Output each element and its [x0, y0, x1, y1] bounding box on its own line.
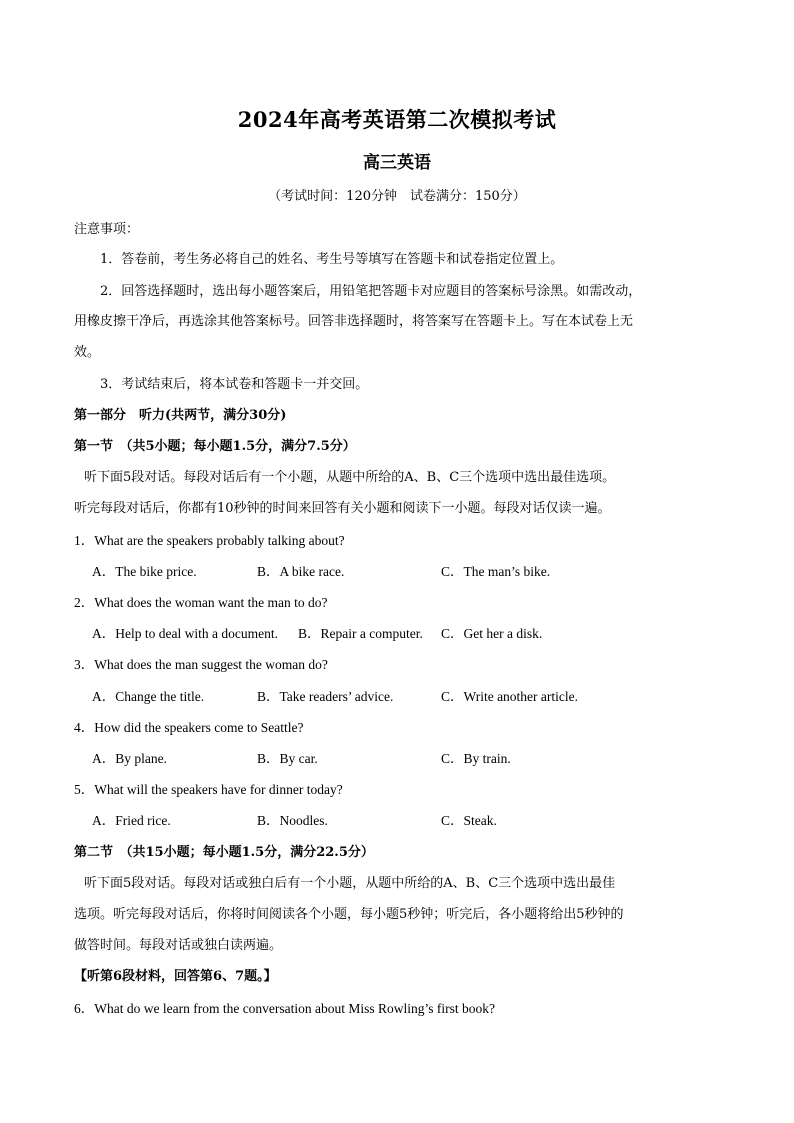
question-1: 1．What are the speakers probably talking about?	[74, 533, 345, 548]
question-6: 6．What do we learn from the conversation about Miss Rowling’s first book?	[74, 1001, 496, 1016]
question-2-option-a: A．Help to deal with a document.	[92, 626, 278, 641]
part1-heading: 第一部分 听力(共两节，满分30分)	[74, 408, 287, 423]
question-5-option-b: B．Noodles.	[257, 813, 328, 828]
section1-instructions-line-2: 听完每段对话后，你都有10秒钟的时间来回答有关小题和阅读下一小题。每段对话仅读一遍。	[74, 501, 611, 516]
notes-heading: 注意事项：	[74, 222, 140, 237]
exam-title: 2024年高考英语第二次模拟考试	[237, 107, 557, 132]
exam-time-info: （考试时间：120分钟 试卷满分：150分）	[268, 189, 526, 204]
question-3-option-c: C．Write another article.	[441, 689, 579, 704]
question-4-option-a: A．By plane.	[92, 751, 167, 766]
question-4: 4．How did the speakers come to Seattle?	[74, 720, 304, 735]
question-1-option-b: B．A bike race.	[257, 564, 345, 579]
question-3-option-b: B．Take readers’ advice.	[257, 689, 394, 704]
material-6-heading: 【听第6段材料，回答第6、7题。】	[74, 969, 277, 984]
notes-item-2-line-3: 效。	[74, 345, 101, 360]
notes-item-2-line-1: 2．回答选择题时，选出每小题答案后，用铅笔把答题卡对应题目的答案标号涂黑。如需改动，	[100, 284, 642, 299]
section2-instructions-line-1: 听下面5段对话。每段对话或独白后有一个小题，从题中所给的A、B、C三个选项中选出最佳	[84, 876, 616, 891]
question-4-option-c: C．By train.	[441, 751, 511, 766]
question-2-option-c: C．Get her a disk.	[441, 626, 543, 641]
question-3: 3．What does the man suggest the woman do?	[74, 657, 328, 672]
section2-heading: 第二节 （共15小题；每小题1.5分，满分22.5分）	[74, 845, 374, 860]
notes-item-2-line-2: 用橡皮擦干净后，再选涂其他答案标号。回答非选择题时，将答案写在答题卡上。写在本试卷上无	[74, 314, 634, 329]
question-3-option-a: A．Change the title.	[92, 689, 205, 704]
exam-subtitle: 高三英语	[363, 153, 431, 173]
question-2-option-b: B．Repair a computer.	[298, 626, 423, 641]
section1-instructions-line-1: 听下面5段对话。每段对话后有一个小题，从题中所给的A、B、C三个选项中选出最佳选项。	[84, 470, 616, 485]
section1-heading: 第一节 （共5小题；每小题1.5分，满分7.5分）	[74, 439, 356, 454]
question-4-option-b: B．By car.	[257, 751, 318, 766]
notes-item-1: 1．答卷前，考生务必将自己的姓名、考生号等填写在答题卡和试卷指定位置上。	[100, 252, 564, 267]
question-5-option-a: A．Fried rice.	[92, 813, 171, 828]
question-5: 5．What will the speakers have for dinner today?	[74, 782, 343, 797]
question-1-option-a: A．The bike price.	[92, 564, 197, 579]
section2-instructions-line-2: 选项。听完每段对话后，你将时间阅读各个小题，每小题5秒钟；听完后，各小题将给出5秒钟的	[74, 907, 624, 922]
question-1-option-c: C．The man’s bike.	[441, 564, 551, 579]
question-5-option-c: C．Steak.	[441, 813, 497, 828]
question-2: 2．What does the woman want the man to do?	[74, 595, 328, 610]
notes-item-3: 3．考试结束后，将本试卷和答题卡一并交回。	[100, 377, 369, 392]
section2-instructions-line-3: 做答时间。每段对话或独白读两遍。	[74, 938, 283, 953]
